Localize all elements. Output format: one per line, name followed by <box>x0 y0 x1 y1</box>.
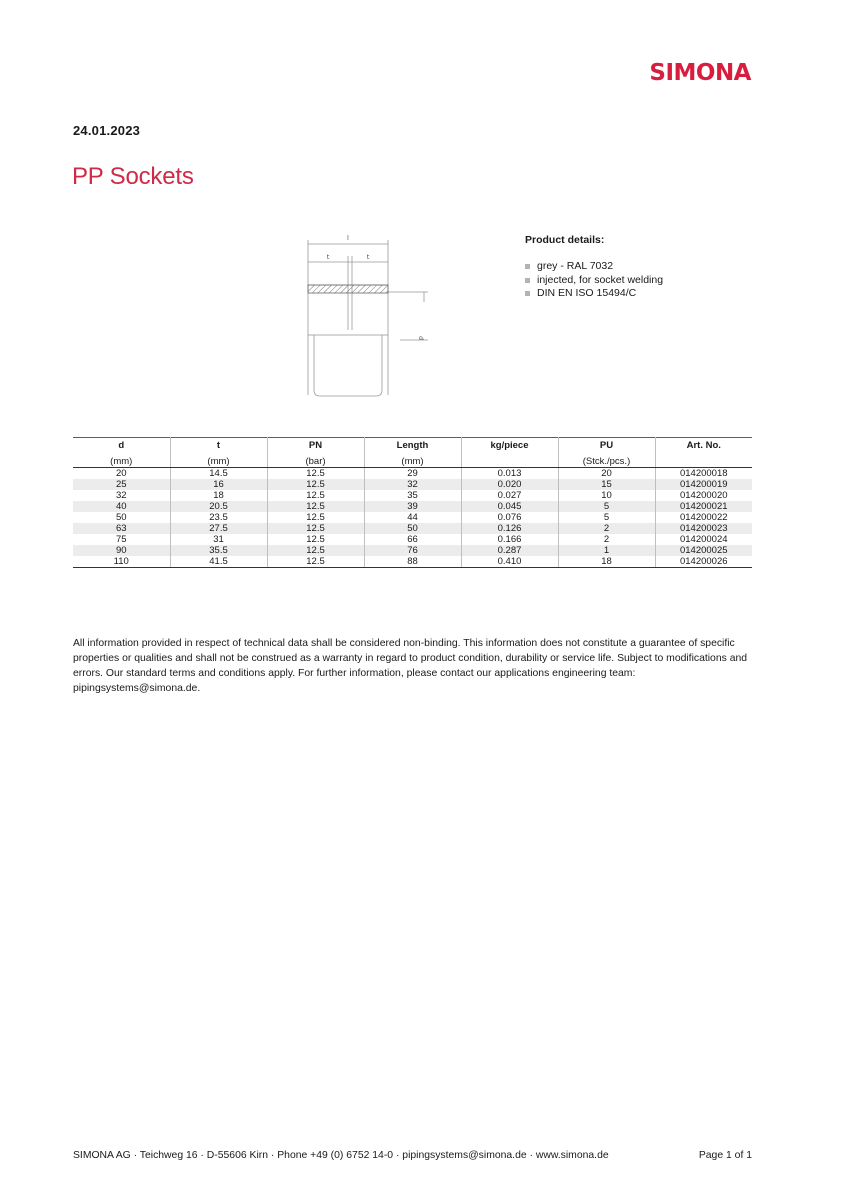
table-cell: 014200019 <box>655 479 752 490</box>
table-cell: 25 <box>73 479 170 490</box>
table-cell: 88 <box>364 556 461 568</box>
document-date: 24.01.2023 <box>73 123 141 138</box>
table-cell: 1 <box>558 545 655 556</box>
footer-page-number: Page 1 of 1 <box>698 1150 752 1161</box>
table-cell: 014200018 <box>679 468 728 479</box>
disclaimer-text: All information provided in respect of technical data shall be considered non-binding. This information does not constitute a guarantee of specific properties or qualities and shall not be construed as a warranty in regard to product condition, durability or service life. Subject to modifications and errors. Our standard terms and conditions apply. For further information, please contact our applications engineering team: pipingsystems@simona.de. <box>73 638 748 694</box>
bullet-icon <box>525 264 530 269</box>
table-cell: 63 <box>73 523 170 534</box>
table-cell: 29 <box>364 468 461 480</box>
table-cell: 20.5 <box>170 501 267 512</box>
table-cell: 50 <box>73 512 170 523</box>
table-cell: 14.5 <box>170 468 267 480</box>
table-cell: 0.126 <box>461 523 558 534</box>
simona-logo: SIMONA <box>649 60 751 86</box>
col-header-pn: PN <box>267 438 364 456</box>
table-cell: 110 <box>73 556 170 568</box>
col-unit-kg-piece <box>461 455 558 468</box>
col-unit-t: (mm) <box>170 455 267 468</box>
product-details-list <box>525 260 663 301</box>
table-cell: 014200021 <box>655 501 752 512</box>
table-cell: 90 <box>73 545 170 556</box>
col-header-kg-piece: kg/piece <box>461 438 558 456</box>
table-cell: 44 <box>364 512 461 523</box>
table-cell: 0.045 <box>461 501 558 512</box>
table-cell: 15 <box>558 479 655 490</box>
table-cell: 12.5 <box>267 556 364 568</box>
table-cell: 35 <box>364 490 461 501</box>
table-cell: 32 <box>73 490 170 501</box>
table-cell: 76 <box>364 545 461 556</box>
table-cell: 12.5 <box>267 501 364 512</box>
table-cell: 5 <box>558 512 655 523</box>
table-row <box>73 534 752 545</box>
table-cell: 014200023 <box>655 523 752 534</box>
table-row <box>73 468 752 480</box>
table-row <box>73 556 752 568</box>
col-unit-length: (mm) <box>364 455 461 468</box>
table-cell: 0.013 <box>461 468 558 480</box>
col-unit-d: (mm) <box>73 455 170 468</box>
table-row <box>73 545 752 556</box>
detail-item-text: grey - RAL 7032 <box>537 260 614 272</box>
table-cell: 2 <box>558 523 655 534</box>
dim-label-t-right: t <box>366 254 370 261</box>
table-cell: 12.5 <box>267 534 364 545</box>
table-row <box>73 479 752 490</box>
col-header-t: t <box>170 438 267 456</box>
detail-item-text: injected, for socket welding <box>537 273 664 286</box>
table-cell: 0.076 <box>461 512 558 523</box>
table-units-row <box>73 455 752 468</box>
col-unit-pu: (Stck./pcs.) <box>558 455 655 468</box>
table-cell: 31 <box>170 534 267 545</box>
col-header-pu: PU <box>558 438 655 456</box>
table-row <box>73 523 752 534</box>
table-cell: 12.5 <box>267 479 364 490</box>
table-cell: 12.5 <box>267 490 364 501</box>
table-row <box>73 512 752 523</box>
page-title: PP Sockets <box>72 163 194 190</box>
table-cell: 66 <box>364 534 461 545</box>
table-cell: 41.5 <box>170 556 267 568</box>
table-cell: 0.166 <box>461 534 558 545</box>
table-cell: 014200024 <box>679 534 728 545</box>
table-cell: 32 <box>364 479 461 490</box>
table-cell: 0.287 <box>461 545 558 556</box>
bullet-icon <box>525 278 530 283</box>
table-cell: 50 <box>364 523 461 534</box>
table-cell: 27.5 <box>170 523 267 534</box>
table-cell: 12.5 <box>267 468 364 480</box>
col-header-art-no: Art. No. <box>655 438 752 456</box>
table-cell: 23.5 <box>170 512 267 523</box>
table-cell: 16 <box>170 479 267 490</box>
dimensions-table <box>73 437 752 568</box>
table-cell: 12.5 <box>267 545 364 556</box>
table-cell: 0.027 <box>461 490 558 501</box>
dim-label-d: d <box>417 336 424 340</box>
table-cell: 0.410 <box>461 556 558 568</box>
table-header-row <box>73 438 752 456</box>
detail-item-text: DIN EN ISO 15494/C <box>537 287 637 299</box>
table-cell: 12.5 <box>267 512 364 523</box>
detail-item <box>525 260 663 274</box>
table-cell: 0.020 <box>461 479 558 490</box>
table-cell: 18 <box>558 556 655 568</box>
page-footer <box>73 1150 752 1161</box>
table-cell: 20 <box>73 468 170 480</box>
table-cell: 014200026 <box>655 556 752 568</box>
table-cell: 2 <box>558 534 655 545</box>
table-cell: 20 <box>558 468 655 480</box>
product-details <box>525 234 663 301</box>
table-cell: 12.5 <box>267 523 364 534</box>
table-cell: 18 <box>170 490 267 501</box>
table-cell: 014200025 <box>655 545 752 556</box>
detail-item <box>525 274 663 288</box>
table-cell: 014200020 <box>679 490 728 501</box>
table-cell: 014200022 <box>679 512 728 523</box>
table-cell: 10 <box>558 490 655 501</box>
product-details-heading: Product details: <box>525 234 605 246</box>
table-cell: 35.5 <box>170 545 267 556</box>
footer-address: SIMONA AG · Teichweg 16 · D-55606 Kirn · Phone +49 (0) 6752 14-0 · pipingsystems@simona.de · www.simona.de <box>73 1150 609 1161</box>
table-cell: 40 <box>73 501 170 512</box>
table-row <box>73 490 752 501</box>
detail-item <box>525 287 663 301</box>
col-unit-art-no <box>655 455 752 468</box>
table-cell: 75 <box>73 534 170 545</box>
col-header-d: d <box>73 438 170 456</box>
table-cell: 39 <box>364 501 461 512</box>
col-header-length: Length <box>364 438 461 456</box>
col-unit-pn: (bar) <box>267 455 364 468</box>
bullet-icon <box>525 291 530 296</box>
dim-label-t-left: t <box>326 254 330 261</box>
table-row <box>73 501 752 512</box>
dim-label-l: l <box>347 235 349 242</box>
socket-technical-drawing <box>290 230 440 405</box>
table-cell: 5 <box>558 501 655 512</box>
